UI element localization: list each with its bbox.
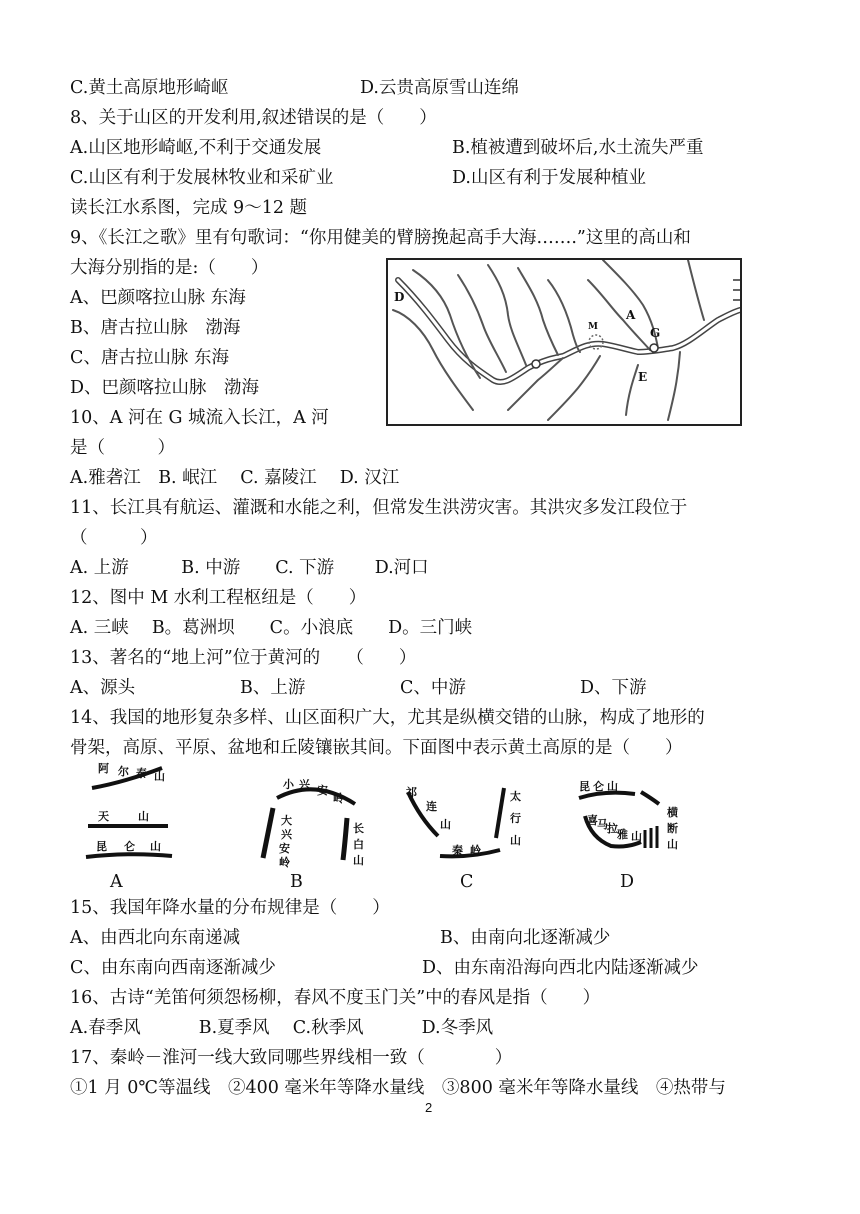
q10-options: A.雅砻江 B. 岷江 C. 嘉陵江 D. 汉江 bbox=[70, 468, 400, 488]
q8-option-a: A.山区地形崎岖,不利于交通发展 bbox=[70, 138, 322, 158]
river-system-drawing bbox=[388, 260, 740, 424]
label-char: 祁 bbox=[406, 786, 417, 799]
label-e: E bbox=[638, 370, 648, 384]
label-char: 山 bbox=[667, 838, 678, 851]
label-char: 泰 bbox=[136, 767, 147, 780]
q7-option-c: C.黄土高原地形崎岖 bbox=[70, 78, 229, 98]
label-d: D bbox=[394, 290, 405, 304]
q11-blank: （ ） bbox=[70, 528, 158, 548]
label-char: 连 bbox=[426, 800, 437, 813]
q13-option-c: C、中游 bbox=[400, 678, 466, 698]
label-char: 行 bbox=[510, 812, 521, 825]
label-char: 仑 bbox=[124, 840, 135, 853]
label-char: 白 bbox=[353, 838, 364, 851]
label-char: 断 bbox=[667, 822, 678, 835]
q9-stem-1: 9、《长江之歌》里有句歌词：“你用健美的臂膀挽起高手大海…….”这里的高山和 bbox=[70, 228, 691, 248]
label-char: 昆 bbox=[96, 840, 107, 853]
label-char: 大 bbox=[281, 814, 292, 827]
label-char: 横 bbox=[667, 806, 678, 819]
label-a: A bbox=[626, 308, 636, 322]
label-char: 山 bbox=[154, 770, 165, 783]
city-g-marker bbox=[650, 344, 658, 352]
q8-option-b: B.植被遭到破坏后,水土流失严重 bbox=[452, 138, 704, 158]
q8-option-c: C.山区有利于发展林牧业和采矿业 bbox=[70, 168, 334, 188]
label-char: 天 bbox=[98, 810, 109, 823]
q15-stem: 15、我国年降水量的分布规律是（ ） bbox=[70, 898, 390, 918]
read-instruction: 读长江水系图，完成 9～12 题 bbox=[70, 198, 308, 218]
label-char: 安 bbox=[317, 784, 328, 797]
q8-option-d: D.山区有利于发展种植业 bbox=[452, 168, 646, 188]
label-char: 岭 bbox=[333, 792, 344, 805]
q16-options: A.春季风 B.夏季风 C.秋季风 D.冬季风 bbox=[70, 1018, 494, 1038]
label-char: 喜 bbox=[587, 814, 598, 827]
label-char: 山 bbox=[607, 780, 618, 793]
q9-option-b: B、唐古拉山脉 渤海 bbox=[70, 318, 241, 338]
label-char: 岭 bbox=[470, 844, 481, 857]
q17-options: ①1 月 0℃等温线 ②400 毫米年等降水量线 ③800 毫米年等降水量线 ④热带与 bbox=[70, 1078, 726, 1098]
mountain-figure-c bbox=[400, 778, 530, 868]
q14-stem-1: 14、我国的地形复杂多样、山区面积广大，尤其是纵横交错的山脉，构成了地形的 bbox=[70, 708, 705, 728]
q13-stem: 13、著名的“地上河”位于黄河的 （ ） bbox=[70, 648, 417, 668]
label-char: 长 bbox=[353, 822, 364, 835]
q12-options: A. 三峡 B。葛洲坝 C。小浪底 D。三门峡 bbox=[70, 618, 473, 638]
label-char: 安 bbox=[279, 842, 290, 855]
q9-option-c: C、唐古拉山脉 东海 bbox=[70, 348, 229, 368]
q11-stem: 11、长江具有航运、灌溉和水能之利，但常发生洪涝灾害。其洪灾多发江段位于 bbox=[70, 498, 688, 518]
yangtze-river-map bbox=[386, 258, 742, 426]
q12-stem: 12、图中 M 水利工程枢纽是（ ） bbox=[70, 588, 367, 608]
q11-options: A. 上游 B. 中游 C. 下游 D.河口 bbox=[70, 558, 429, 578]
mountain-figure-b bbox=[255, 768, 375, 868]
label-char: 山 bbox=[353, 854, 364, 867]
mountain-figure-d bbox=[575, 776, 695, 866]
q15-option-a: A、由西北向东南递减 bbox=[70, 928, 241, 948]
q14-stem-2: 骨架，高原、平原、盆地和丘陵镶嵌其间。下面图中表示黄土高原的是（ ） bbox=[70, 738, 683, 758]
q13-option-d: D、下游 bbox=[580, 678, 647, 698]
label-char: 秦 bbox=[452, 844, 463, 857]
label-char: 岭 bbox=[279, 856, 290, 869]
city-marker bbox=[532, 360, 540, 368]
q15-option-c: C、由东南向西南逐渐减少 bbox=[70, 958, 276, 978]
q9-stem-2: 大海分别指的是:（ ） bbox=[70, 258, 269, 278]
label-char: 兴 bbox=[299, 778, 310, 791]
label-char: 山 bbox=[150, 840, 161, 853]
label-g: G bbox=[650, 326, 661, 340]
label-char: 小 bbox=[283, 778, 294, 791]
label-char: 山 bbox=[440, 818, 451, 831]
q8-stem: 8、关于山区的开发利用,叙述错误的是（ ） bbox=[70, 108, 437, 128]
label-char: 山 bbox=[138, 810, 149, 823]
q13-option-b: B、上游 bbox=[240, 678, 306, 698]
q7-option-d: D.云贵高原雪山连绵 bbox=[360, 78, 519, 98]
label-m: M bbox=[588, 322, 598, 332]
label-char: 尔 bbox=[118, 765, 129, 778]
page-number: 2 bbox=[425, 1100, 433, 1115]
q9-option-d: D、巴颜喀拉山脉 渤海 bbox=[70, 378, 260, 398]
label-char: 山 bbox=[631, 830, 642, 843]
label-char: 昆 bbox=[579, 780, 590, 793]
q10-stem-2: 是（ ） bbox=[70, 438, 175, 458]
q17-stem: 17、秦岭－淮河一线大致同哪些界线相一致（ ） bbox=[70, 1048, 513, 1068]
q15-option-d: D、由东南沿海向西北内陆逐渐减少 bbox=[422, 958, 699, 978]
q16-stem: 16、古诗“羌笛何须怨杨柳，春风不度玉门关”中的春风是指（ ） bbox=[70, 988, 601, 1008]
label-char: 阿 bbox=[98, 762, 109, 775]
figure-letter-d: D bbox=[620, 872, 635, 892]
q13-option-a: A、源头 bbox=[70, 678, 136, 698]
label-char: 仑 bbox=[593, 780, 604, 793]
figure-letter-c: C bbox=[460, 872, 474, 892]
label-char: 雅 bbox=[617, 828, 628, 841]
label-char: 兴 bbox=[281, 828, 292, 841]
label-char: 太 bbox=[510, 790, 521, 803]
label-char: 拉 bbox=[607, 822, 618, 835]
q15-option-b: B、由南向北逐渐减少 bbox=[440, 928, 611, 948]
figure-letter-b: B bbox=[290, 872, 303, 892]
q9-option-a: A、巴颜喀拉山脉 东海 bbox=[70, 288, 246, 308]
label-char: 山 bbox=[510, 834, 521, 847]
label-char: 马 bbox=[597, 818, 608, 831]
figure-letter-a: A bbox=[110, 872, 123, 892]
q10-stem-1: 10、A 河在 G 城流入长江，A 河 bbox=[70, 408, 329, 428]
mountain-figure-a bbox=[80, 760, 180, 870]
